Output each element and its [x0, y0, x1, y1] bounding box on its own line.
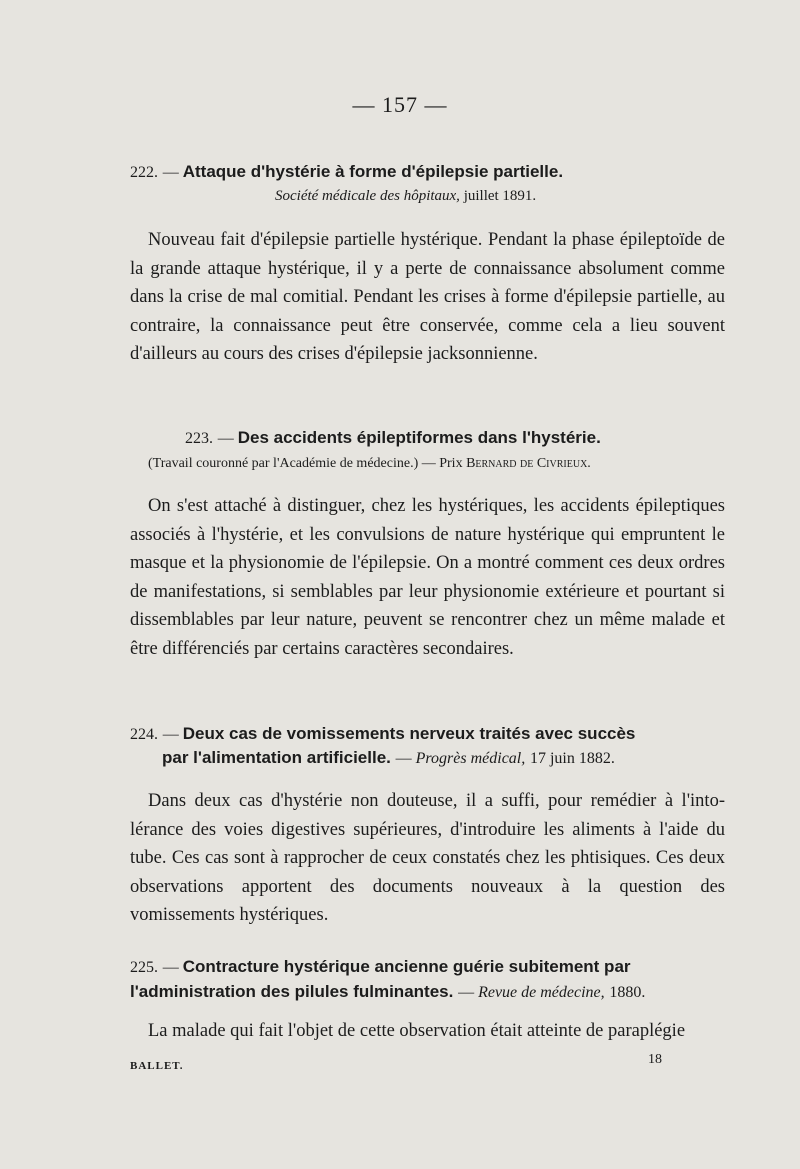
entry-title-text: Des accidents épileptiformes dans l'hystérie. — [237, 428, 601, 447]
entry-title-line2: par l'alimentation artificielle. — [162, 748, 391, 767]
entry-223-source — [148, 454, 748, 474]
source-date: juillet 1891. — [463, 188, 537, 204]
entry-222-source — [275, 186, 800, 206]
entry-224-title: 224. — Deux cas de vomissements nerveux traités avec succès — [130, 724, 636, 743]
entry-title-line2: l'administration des pilules fulminantes. — [130, 982, 454, 1001]
entry-223-title: 223. — Des accidents épileptiformes dans l'hystérie. — [185, 428, 601, 447]
page-number: — 157 — — [352, 92, 448, 117]
entry-number: 222. — [130, 164, 158, 181]
entry-title-line1: Contracture hystérique ancienne guérie subitement par — [182, 957, 631, 976]
prize-name: Bernard de Civrieux. — [466, 456, 591, 471]
entry-title-line1: Deux cas de vomissements nerveux traités avec succès — [182, 724, 636, 743]
footer-signature: BALLET. — [130, 1060, 184, 1072]
entry-222-title: 222. — Attaque d'hystérie à forme d'épilepsie partielle. — [130, 162, 564, 181]
source-text: (Travail couronné par l'Académie de médecine.) — Prix — [148, 456, 463, 471]
entry-223-paragraph: On s'est attaché à distinguer, chez les hystériques, les accidents épileptiques associés à l'hystérie, et les convulsions de nature hystérique qui empruntent le masque et la physionomie de l'épilepsie. On a montré comment ces deux ordres de manifestations, si semblables par leur physionomie extérieure et pourtant si dissemblables par leur nature, peuvent se rencontrer chez un même malade et être différenciés par certains caractères secondaires. — [130, 496, 725, 659]
entry-number: 225. — [130, 959, 158, 976]
entry-number: 224. — [130, 726, 158, 743]
source-journal: Société médicale des hôpitaux, — [275, 188, 460, 204]
source-date: 17 juin 1882. — [529, 750, 615, 767]
footer-sheet-number: 18 — [648, 1052, 662, 1067]
entry-225-paragraph: La malade qui fait l'objet de cette observation était atteinte de paraplégie — [148, 1021, 686, 1041]
source-journal: Progrès médical, — [415, 750, 526, 767]
entry-225-title: 225. — Contracture hystérique ancienne guérie subitement par — [130, 957, 631, 976]
entry-number: 223. — [185, 430, 213, 447]
entry-224-paragraph: Dans deux cas d'hystérie non douteuse, il a suffi, pour remédier à l'intolérance des voies digestives supérieures, d'introduire les aliments à l'aide du tube. Ces cas sont à rapprocher de ceux constatés chez les phtisiques. Ces deux observations apportent des documents nouveaux à la question des vomissements hystériques. — [130, 791, 725, 925]
entry-225-title-line2: l'administration des pilules fulminantes. — Revue de médecine, 1880. — [130, 982, 646, 1001]
entry-222-paragraph: Nouveau fait d'épilepsie partielle hystérique. Pendant la phase épileptoïde de la grande attaque hystérique, il y a perte de connaissance absolument comme dans la crise de mal comitial. Pendant les crises à forme d'épilepsie partielle, au contraire, la connaissance peut être conservée, comme cela a lieu souvent d'ailleurs au cours des crises d'épilepsie jacksonnienne. — [130, 230, 725, 364]
source-date: 1880. — [609, 984, 646, 1001]
source-journal: Revue de médecine, — [478, 984, 605, 1001]
entry-title-text: Attaque d'hystérie à forme d'épilepsie partielle. — [182, 162, 564, 181]
entry-224-title-line2: par l'alimentation artificielle. — Progrès médical, 17 juin 1882. — [162, 748, 615, 767]
